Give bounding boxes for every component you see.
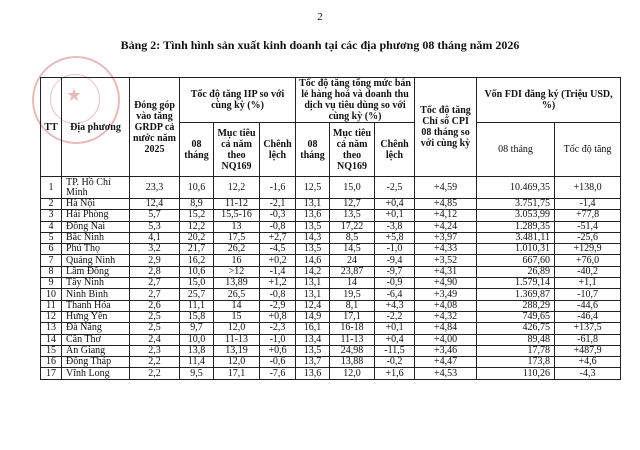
cell-retail-8m: 13,6 <box>296 210 330 221</box>
cell-iip-diff: +2,7 <box>260 232 296 243</box>
cell-iip-diff: -0,6 <box>260 357 296 368</box>
cell-cpi: +4,12 <box>415 210 477 221</box>
cell-retail-8m: 14,3 <box>296 232 330 243</box>
cell-tt: 14 <box>41 334 62 345</box>
cell-iip-8m: 9,7 <box>180 323 214 334</box>
cell-retail-target: 12,7 <box>330 199 375 210</box>
cell-fdi-8m: 667,60 <box>477 255 555 266</box>
cell-retail-8m: 13,1 <box>296 199 330 210</box>
cell-locality: An Giang <box>62 345 130 356</box>
cell-iip-target: 12,0 <box>214 323 260 334</box>
cell-tt: 7 <box>41 255 62 266</box>
cell-fdi-8m: 3.751,75 <box>477 199 555 210</box>
cell-fdi-8m: 89,48 <box>477 334 555 345</box>
cell-retail-target: 14,5 <box>330 244 375 255</box>
cell-cpi: +4,84 <box>415 323 477 334</box>
table-title: Bảng 2: Tình hình sản xuất kinh doanh tại các địa phương 08 tháng năm 2026 <box>120 38 520 52</box>
cell-retail-diff: -3,8 <box>375 221 415 232</box>
cell-cpi: +4,31 <box>415 266 477 277</box>
cell-retail-target: 8,1 <box>330 300 375 311</box>
cell-iip-target: 12,0 <box>214 357 260 368</box>
cell-retail-target: 11-13 <box>330 334 375 345</box>
cell-retail-diff: +0,1 <box>375 210 415 221</box>
cell-iip-8m: 12,2 <box>180 221 214 232</box>
table-row <box>41 255 621 266</box>
cell-locality: Cần Thơ <box>62 334 130 345</box>
cell-grdp: 2,8 <box>130 266 180 277</box>
cell-retail-8m: 13,4 <box>296 334 330 345</box>
seal-star-icon: ★ <box>65 85 83 105</box>
cell-tt: 2 <box>41 199 62 210</box>
cell-retail-diff: -6,4 <box>375 289 415 300</box>
cell-locality: Thanh Hóa <box>62 300 130 311</box>
cell-tt: 17 <box>41 368 62 379</box>
cell-cpi: +4,32 <box>415 311 477 322</box>
cell-fdi-growth: +77,8 <box>555 210 621 221</box>
cell-retail-8m: 13,1 <box>296 278 330 289</box>
cell-iip-diff: +0,8 <box>260 311 296 322</box>
cell-retail-8m: 12,4 <box>296 300 330 311</box>
cell-retail-target: 19,5 <box>330 289 375 300</box>
cell-cpi: +3,46 <box>415 345 477 356</box>
subheader-fdi-8m: 08 tháng <box>477 123 555 177</box>
cell-retail-8m: 16,1 <box>296 323 330 334</box>
cell-iip-8m: 9,5 <box>180 368 214 379</box>
cell-retail-8m: 14,6 <box>296 255 330 266</box>
subheader-retail-diff: Chênh lệch <box>375 123 415 177</box>
cell-retail-diff: -0,2 <box>375 357 415 368</box>
table-row <box>41 345 621 356</box>
cell-fdi-growth: -46,4 <box>555 311 621 322</box>
cell-retail-8m: 13,5 <box>296 221 330 232</box>
cell-fdi-8m: 173,8 <box>477 357 555 368</box>
cell-iip-8m: 16,2 <box>180 255 214 266</box>
cell-fdi-growth: +487,9 <box>555 345 621 356</box>
cell-tt: 13 <box>41 323 62 334</box>
cell-iip-target: 13 <box>214 221 260 232</box>
cell-retail-target: 13,5 <box>330 210 375 221</box>
header-tt: TT <box>41 78 62 177</box>
cell-iip-8m: 10,6 <box>180 266 214 277</box>
cell-retail-target: 12,0 <box>330 368 375 379</box>
cell-grdp: 2,5 <box>130 323 180 334</box>
cell-fdi-growth: +138,0 <box>555 177 621 199</box>
cell-retail-target: 17,22 <box>330 221 375 232</box>
table-row <box>41 368 621 379</box>
cell-iip-target: 17,5 <box>214 232 260 243</box>
cell-iip-8m: 20,2 <box>180 232 214 243</box>
cell-retail-8m: 14,2 <box>296 266 330 277</box>
cell-retail-diff: +4,3 <box>375 300 415 311</box>
cell-iip-8m: 15,2 <box>180 210 214 221</box>
cell-iip-diff: -1,4 <box>260 266 296 277</box>
cell-iip-target: 13,19 <box>214 345 260 356</box>
cell-fdi-growth: -51,4 <box>555 221 621 232</box>
table-row <box>41 289 621 300</box>
cell-iip-8m: 21,7 <box>180 244 214 255</box>
cell-fdi-8m: 3.481,11 <box>477 232 555 243</box>
cell-iip-diff: +1,2 <box>260 278 296 289</box>
cell-iip-diff: +0,2 <box>260 255 296 266</box>
cell-locality: Đà Nẵng <box>62 323 130 334</box>
cell-locality: Ninh Bình <box>62 289 130 300</box>
cell-grdp: 5,3 <box>130 221 180 232</box>
cell-cpi: +4,08 <box>415 300 477 311</box>
cell-fdi-growth: +129,9 <box>555 244 621 255</box>
cell-retail-diff: +0,4 <box>375 199 415 210</box>
cell-retail-8m: 13,5 <box>296 244 330 255</box>
cell-iip-8m: 11,4 <box>180 357 214 368</box>
cell-retail-diff: -9,7 <box>375 266 415 277</box>
header-fdi: Vốn FDI đăng ký (Triệu USD, %) <box>477 78 621 123</box>
cell-fdi-8m: 426,75 <box>477 323 555 334</box>
cell-grdp: 2,2 <box>130 368 180 379</box>
cell-locality: Đồng Nai <box>62 221 130 232</box>
cell-retail-target: 23,87 <box>330 266 375 277</box>
cell-fdi-8m: 1.289,35 <box>477 221 555 232</box>
cell-iip-diff: +0,6 <box>260 345 296 356</box>
cell-locality: Vĩnh Long <box>62 368 130 379</box>
cell-retail-target: 16-18 <box>330 323 375 334</box>
cell-retail-8m: 13,6 <box>296 368 330 379</box>
cell-retail-8m: 12,5 <box>296 177 330 199</box>
cell-fdi-growth: -44,6 <box>555 300 621 311</box>
cell-retail-diff: +0,1 <box>375 323 415 334</box>
cell-fdi-growth: -61,8 <box>555 334 621 345</box>
cell-retail-8m: 13,1 <box>296 289 330 300</box>
cell-iip-target: 16 <box>214 255 260 266</box>
cell-iip-target: 26,2 <box>214 244 260 255</box>
cell-retail-diff: -2,5 <box>375 177 415 199</box>
cell-iip-diff: -1,0 <box>260 334 296 345</box>
cell-retail-target: 8,5 <box>330 232 375 243</box>
cell-locality: Tây Ninh <box>62 278 130 289</box>
cell-fdi-growth: -10,7 <box>555 289 621 300</box>
cell-iip-diff: -2,9 <box>260 300 296 311</box>
cell-tt: 12 <box>41 311 62 322</box>
cell-grdp: 2,5 <box>130 311 180 322</box>
cell-grdp: 4,1 <box>130 232 180 243</box>
table-row <box>41 311 621 322</box>
header-retail: Tốc độ tăng tổng mức bán lẻ hàng hoá và doanh thu dịch vụ tiêu dùng so với cùng kỳ (%) <box>296 78 415 123</box>
cell-tt: 10 <box>41 289 62 300</box>
cell-retail-8m: 13,5 <box>296 345 330 356</box>
cell-iip-8m: 8,9 <box>180 199 214 210</box>
header-locality: Địa phương <box>62 78 130 177</box>
cell-iip-diff: -0,3 <box>260 210 296 221</box>
cell-iip-diff: -1,6 <box>260 177 296 199</box>
cell-cpi: +4,47 <box>415 357 477 368</box>
cell-iip-target: 11-13 <box>214 334 260 345</box>
cell-retail-target: 24,98 <box>330 345 375 356</box>
cell-retail-diff: +5,8 <box>375 232 415 243</box>
cell-fdi-8m: 10.469,35 <box>477 177 555 199</box>
table-body <box>41 177 621 380</box>
cell-fdi-growth: +1,1 <box>555 278 621 289</box>
table-row <box>41 244 621 255</box>
business-performance-table <box>40 77 621 380</box>
subheader-iip-8m: 08 tháng <box>180 123 214 177</box>
cell-grdp: 23,3 <box>130 177 180 199</box>
cell-locality: Phú Thọ <box>62 244 130 255</box>
cell-grdp: 2,4 <box>130 334 180 345</box>
cell-iip-target: >12 <box>214 266 260 277</box>
cell-iip-target: 17,1 <box>214 368 260 379</box>
table-row <box>41 199 621 210</box>
cell-fdi-growth: -4,3 <box>555 368 621 379</box>
subheader-iip-diff: Chênh lệch <box>260 123 296 177</box>
cell-retail-target: 13,88 <box>330 357 375 368</box>
subheader-retail-8m: 08 tháng <box>296 123 330 177</box>
subheader-retail-target: Mục tiêu cả năm theo NQ169 <box>330 123 375 177</box>
cell-grdp: 2,2 <box>130 357 180 368</box>
subheader-iip-target: Mục tiêu cả năm theo NQ169 <box>214 123 260 177</box>
cell-iip-target: 15 <box>214 311 260 322</box>
cell-iip-8m: 15,8 <box>180 311 214 322</box>
cell-retail-target: 14 <box>330 278 375 289</box>
header-iip: Tốc độ tăng IIP so với cùng kỳ (%) <box>180 78 296 123</box>
cell-grdp: 2,7 <box>130 289 180 300</box>
cell-retail-diff: -0,9 <box>375 278 415 289</box>
cell-locality: Hà Nội <box>62 199 130 210</box>
cell-iip-target: 14 <box>214 300 260 311</box>
table-row <box>41 266 621 277</box>
cell-tt: 11 <box>41 300 62 311</box>
cell-retail-diff: +1,6 <box>375 368 415 379</box>
cell-fdi-growth: -1,4 <box>555 199 621 210</box>
cell-fdi-8m: 1.579,14 <box>477 278 555 289</box>
table-row <box>41 323 621 334</box>
cell-iip-8m: 10,6 <box>180 177 214 199</box>
cell-locality: Đồng Tháp <box>62 357 130 368</box>
table-row <box>41 232 621 243</box>
cell-grdp: 2,7 <box>130 278 180 289</box>
cell-retail-target: 17,1 <box>330 311 375 322</box>
cell-iip-target: 11-12 <box>214 199 260 210</box>
cell-fdi-8m: 749,65 <box>477 311 555 322</box>
cell-cpi: +4,90 <box>415 278 477 289</box>
cell-fdi-growth: -40,2 <box>555 266 621 277</box>
cell-fdi-8m: 288,29 <box>477 300 555 311</box>
cell-cpi: +4,24 <box>415 221 477 232</box>
cell-retail-diff: +0,4 <box>375 334 415 345</box>
cell-fdi-growth: +4,6 <box>555 357 621 368</box>
cell-fdi-growth: +137,5 <box>555 323 621 334</box>
header-grdp: Đóng góp vào tăng GRDP cả nước năm 2025 <box>130 78 180 177</box>
cell-fdi-8m: 17,78 <box>477 345 555 356</box>
cell-cpi: +4,33 <box>415 244 477 255</box>
cell-fdi-8m: 26,89 <box>477 266 555 277</box>
cell-iip-diff: -4,5 <box>260 244 296 255</box>
cell-iip-target: 12,2 <box>214 177 260 199</box>
cell-retail-diff: -1,0 <box>375 244 415 255</box>
cell-tt: 5 <box>41 232 62 243</box>
cell-retail-diff: -11,5 <box>375 345 415 356</box>
cell-iip-8m: 25,7 <box>180 289 214 300</box>
cell-cpi: +3,52 <box>415 255 477 266</box>
cell-fdi-growth: +76,0 <box>555 255 621 266</box>
cell-iip-diff: -7,6 <box>260 368 296 379</box>
cell-grdp: 3,2 <box>130 244 180 255</box>
cell-iip-8m: 11,1 <box>180 300 214 311</box>
cell-tt: 6 <box>41 244 62 255</box>
cell-grdp: 2,6 <box>130 300 180 311</box>
cell-grdp: 5,7 <box>130 210 180 221</box>
cell-retail-target: 24 <box>330 255 375 266</box>
cell-locality: Lâm Đồng <box>62 266 130 277</box>
table-row <box>41 177 621 199</box>
cell-iip-diff: -0,8 <box>260 221 296 232</box>
cell-tt: 15 <box>41 345 62 356</box>
cell-locality: Hưng Yên <box>62 311 130 322</box>
cell-fdi-8m: 110,26 <box>477 368 555 379</box>
cell-locality: Quảng Ninh <box>62 255 130 266</box>
cell-cpi: +4,59 <box>415 177 477 199</box>
cell-fdi-8m: 3.053,99 <box>477 210 555 221</box>
cell-iip-diff: -2,3 <box>260 323 296 334</box>
cell-cpi: +3,49 <box>415 289 477 300</box>
cell-fdi-8m: 1.010,31 <box>477 244 555 255</box>
cell-retail-diff: -2,2 <box>375 311 415 322</box>
table-row <box>41 334 621 345</box>
cell-cpi: +4,00 <box>415 334 477 345</box>
cell-tt: 3 <box>41 210 62 221</box>
cell-retail-diff: -9,4 <box>375 255 415 266</box>
subheader-fdi-growth: Tốc độ tăng <box>555 123 621 177</box>
cell-iip-8m: 15,0 <box>180 278 214 289</box>
table-row <box>41 221 621 232</box>
cell-grdp: 2,9 <box>130 255 180 266</box>
cell-fdi-growth: -25,6 <box>555 232 621 243</box>
cell-locality: Hải Phòng <box>62 210 130 221</box>
cell-cpi: +3,97 <box>415 232 477 243</box>
table-row <box>41 300 621 311</box>
table-row <box>41 278 621 289</box>
cell-iip-target: 15,5-16 <box>214 210 260 221</box>
header-cpi: Tốc độ tăng Chỉ số CPI 08 tháng so với cùng kỳ <box>415 78 477 177</box>
cell-tt: 8 <box>41 266 62 277</box>
cell-iip-target: 26,5 <box>214 289 260 300</box>
cell-tt: 4 <box>41 221 62 232</box>
cell-iip-8m: 13,8 <box>180 345 214 356</box>
cell-cpi: +4,53 <box>415 368 477 379</box>
cell-retail-target: 15,0 <box>330 177 375 199</box>
table-row <box>41 357 621 368</box>
cell-fdi-8m: 1.369,87 <box>477 289 555 300</box>
cell-iip-8m: 10,0 <box>180 334 214 345</box>
cell-retail-8m: 13,7 <box>296 357 330 368</box>
cell-iip-diff: -2,1 <box>260 199 296 210</box>
cell-grdp: 12,4 <box>130 199 180 210</box>
page-number: 2 <box>317 11 323 23</box>
cell-locality: TP. Hồ Chí Minh <box>62 177 130 199</box>
cell-locality: Bắc Ninh <box>62 232 130 243</box>
cell-tt: 16 <box>41 357 62 368</box>
cell-cpi: +4,85 <box>415 199 477 210</box>
table-row <box>41 210 621 221</box>
cell-tt: 9 <box>41 278 62 289</box>
cell-iip-diff: -0,8 <box>260 289 296 300</box>
cell-iip-target: 13,89 <box>214 278 260 289</box>
cell-retail-8m: 14,9 <box>296 311 330 322</box>
cell-tt: 1 <box>41 177 62 199</box>
cell-grdp: 2,3 <box>130 345 180 356</box>
